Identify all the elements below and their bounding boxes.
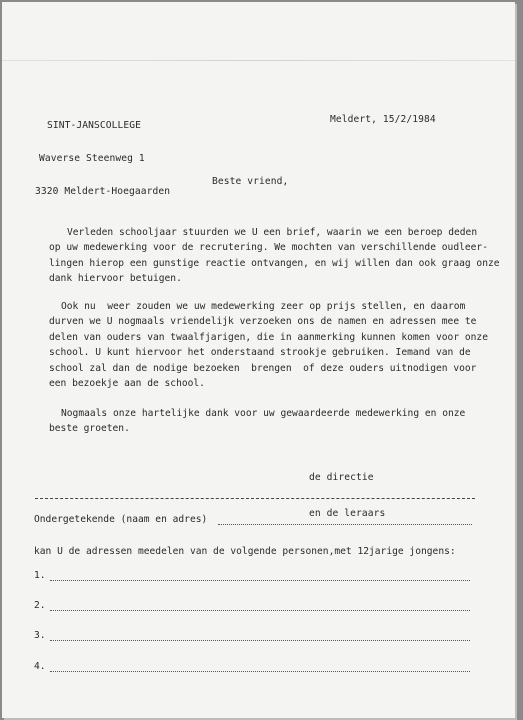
undersigned-fill-line bbox=[218, 524, 472, 525]
item-number-4: 4. bbox=[34, 661, 46, 672]
form-intro: kan U de adressen meedelen van de volgende personen,met 12jarige jongens: bbox=[34, 546, 456, 557]
paragraph-line: school. U kunt hiervoor het onderstaand strookje gebruiken. Iemand van de bbox=[49, 347, 471, 359]
sender-street: Waverse Steenweg 1 bbox=[39, 153, 145, 164]
letter-page bbox=[2, 2, 515, 718]
cut-line bbox=[35, 498, 475, 499]
paragraph-line: dank hiervoor betuigen. bbox=[49, 273, 182, 285]
letter-date: Meldert, 15/2/1984 bbox=[330, 114, 436, 125]
item-fill-line-3 bbox=[50, 640, 470, 641]
paragraph-line: delen van ouders van twaalfjarigen, die in aanmerking kunnen komen voor onze bbox=[49, 331, 488, 343]
signature-line-2: en de leraars bbox=[309, 508, 386, 519]
sender-name: SINT-JANSCOLLEGE bbox=[47, 120, 142, 131]
paragraph-line: school zal dan de nodige bezoeken brengen of deze ouders uitnodigen voor bbox=[49, 362, 477, 374]
paragraph-line: Nogmaals onze hartelijke dank voor uw gewaardeerde medewerking en onze bbox=[61, 408, 466, 419]
item-number-2: 2. bbox=[34, 600, 46, 611]
paragraph-line: lingen hierop een gunstige reactie ontvangen, en wij willen dan ook graag onze bbox=[49, 257, 500, 269]
item-fill-line-1 bbox=[50, 580, 470, 581]
sender-address bbox=[35, 98, 170, 219]
item-number-1: 1. bbox=[34, 570, 46, 581]
item-fill-line-2 bbox=[50, 610, 470, 611]
paragraph-2 bbox=[49, 299, 488, 391]
paragraph-3 bbox=[49, 406, 465, 437]
signature-line-1: de directie bbox=[309, 472, 374, 483]
undersigned-label: Ondergetekende (naam en adres) bbox=[34, 514, 208, 525]
paragraph-line: Verleden schooljaar stuurden we U een brief, waarin we een beroep deden bbox=[67, 227, 478, 238]
item-fill-line-4 bbox=[50, 671, 470, 672]
signature-block bbox=[309, 448, 385, 544]
paragraph-line: op uw medewerking voor de recrutering. We mochten van verschillende oudleer- bbox=[49, 242, 488, 254]
sender-city: 3320 Meldert-Hoegaarden bbox=[35, 186, 171, 197]
paragraph-line: Ook nu weer zouden we uw medewerking zeer op prijs stellen, en daarom bbox=[61, 301, 466, 312]
paragraph-line: durven we U nogmaals vriendelijk verzoeken ons de namen en adressen mee te bbox=[49, 316, 477, 328]
greeting: Beste vriend, bbox=[212, 176, 289, 187]
paragraph-line: beste groeten. bbox=[49, 423, 130, 435]
paragraph-line: een bezoekje aan de school. bbox=[49, 378, 205, 390]
item-number-3: 3. bbox=[34, 630, 46, 641]
paper-fold bbox=[2, 60, 515, 61]
paragraph-1 bbox=[49, 225, 500, 287]
